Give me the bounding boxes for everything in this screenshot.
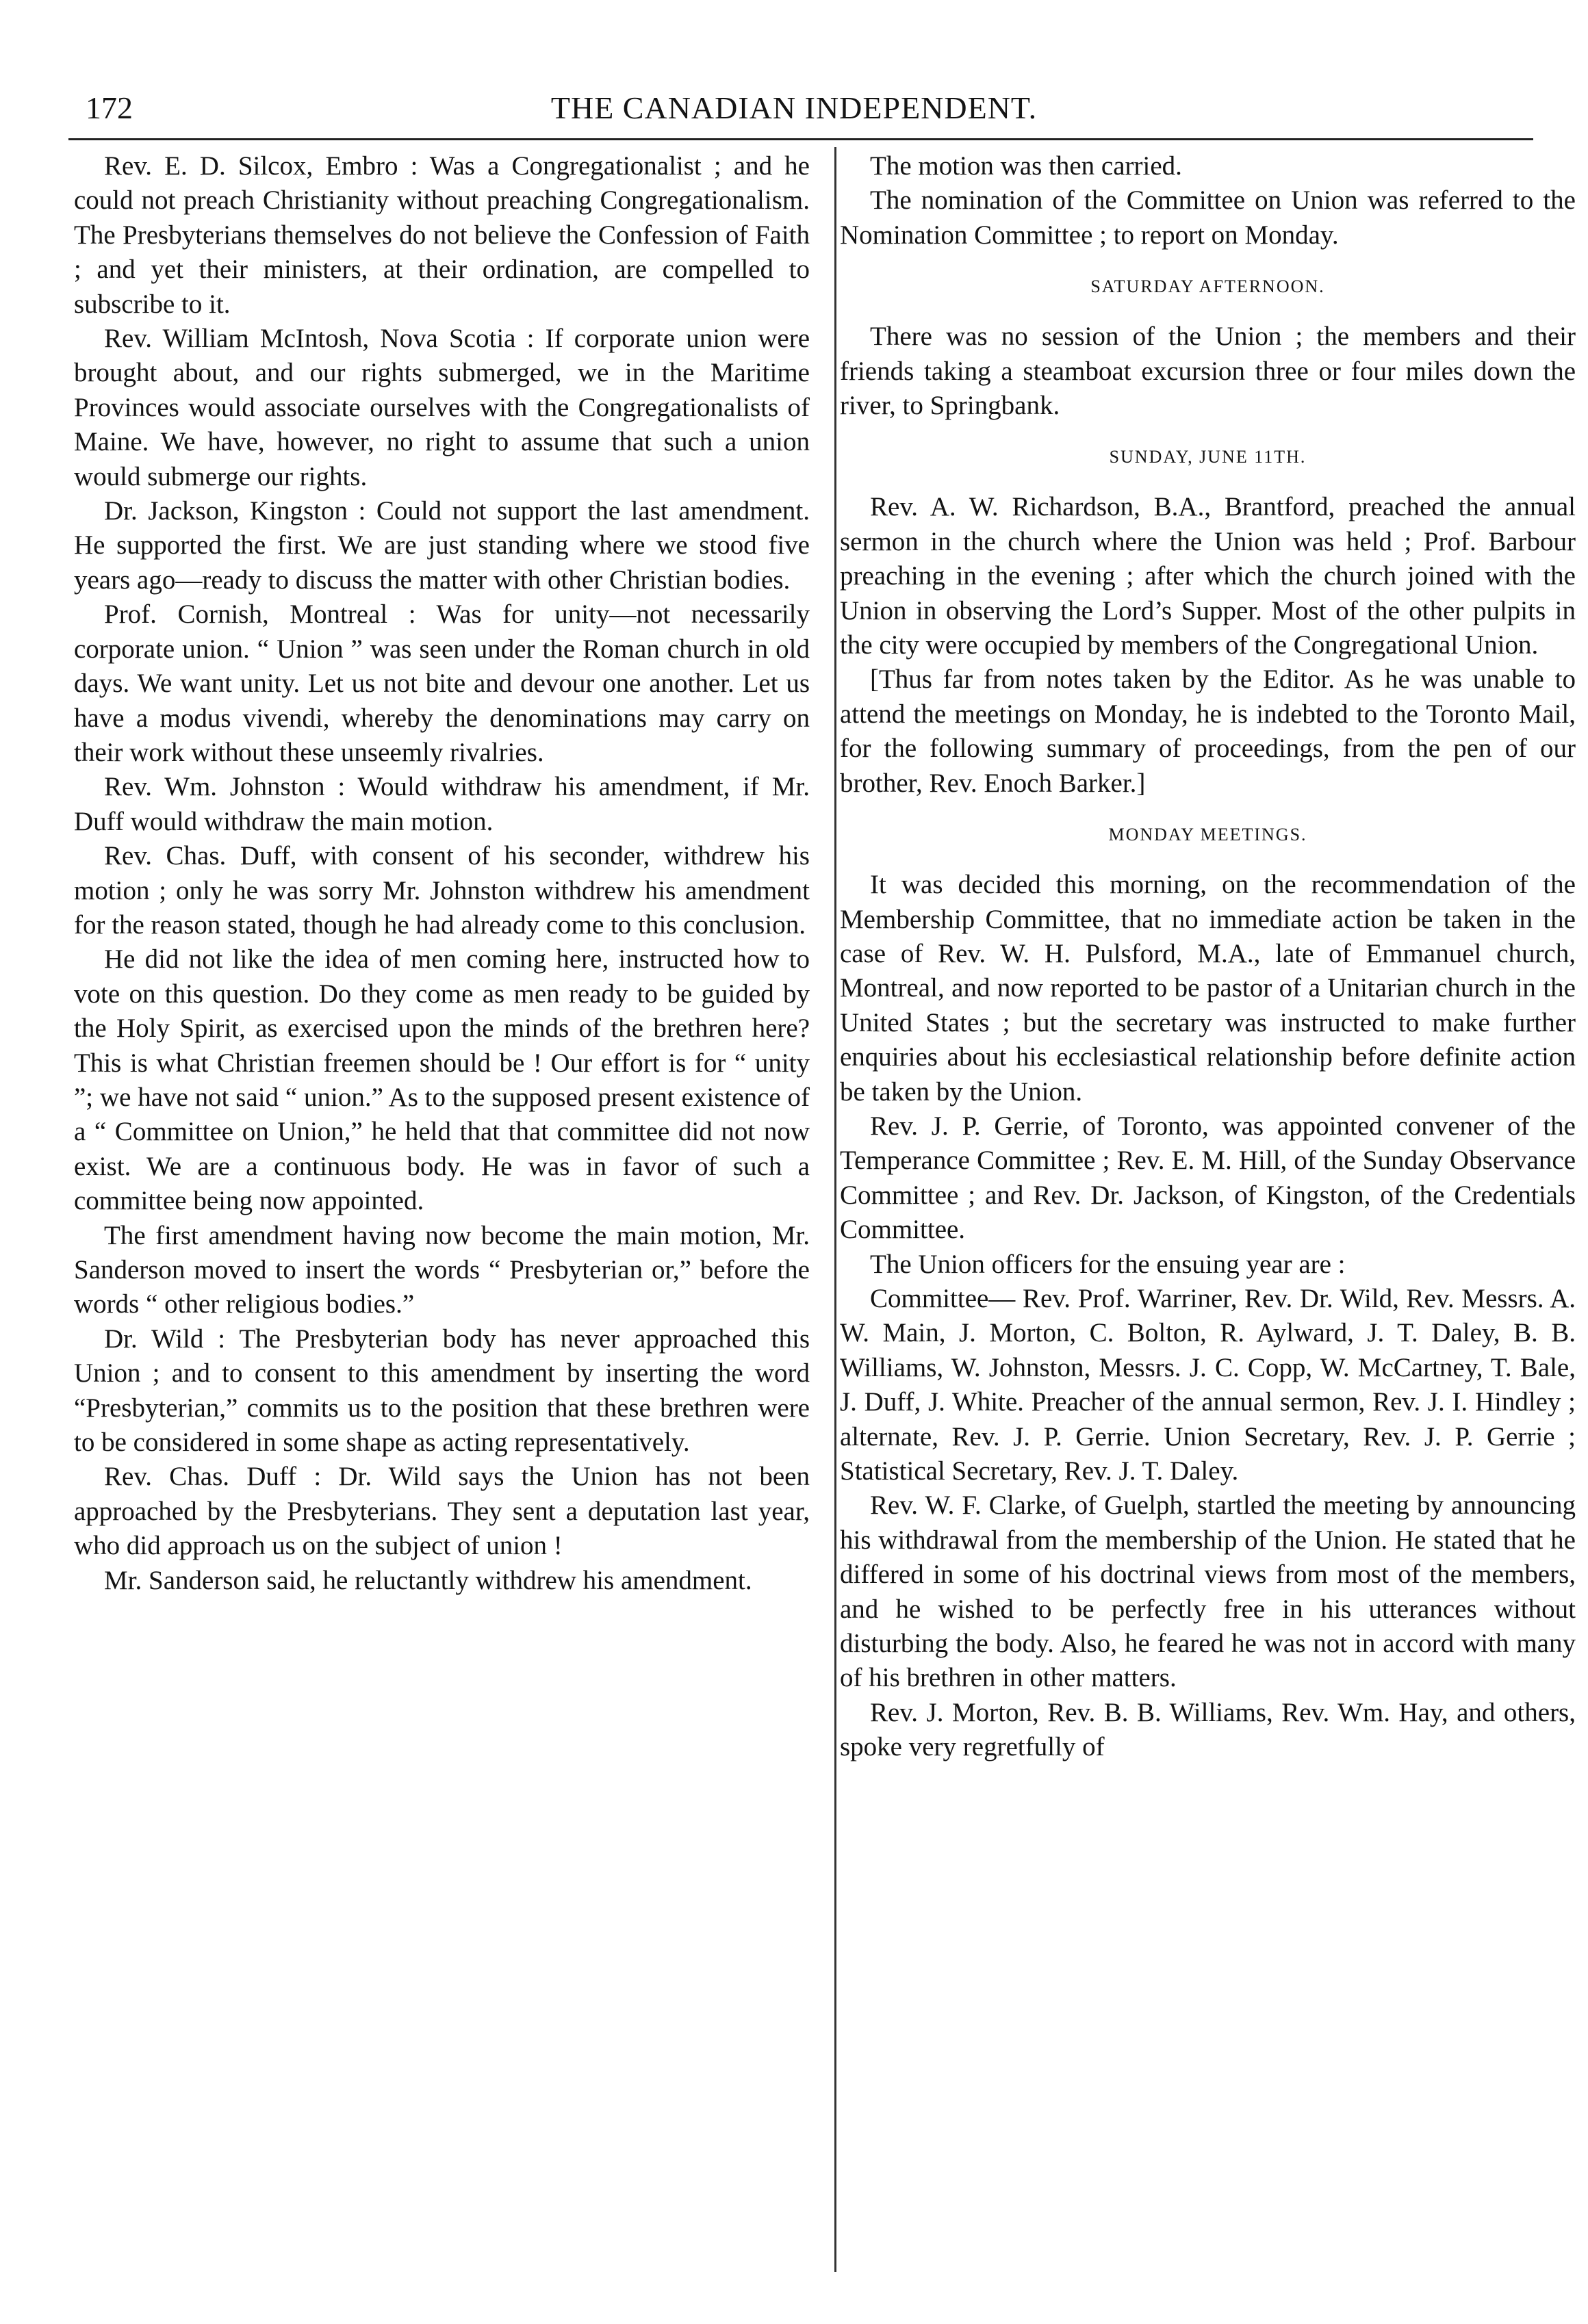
paragraph-johnston: Rev. Wm. Johnston : Would withdraw his amendment, if Mr. Duff would withdraw the main motion. — [74, 772, 810, 836]
paragraph-cornish: Prof. Cornish, Montreal : Was for unity—not necessarily corporate union. “ Union ” was seen under the Roman church in old days. We want unity. Let us not bite and devour one another. Let us have a modus vivendi, whereby the denominations may carry on their work without these unseemly rivalries. — [74, 599, 810, 767]
paragraph-duff-unity: He did not like the idea of men coming here, instructed how to vote on this question. Do they come as men ready to be guided by the Holy Spirit, as exercised upon the minds of the brethren here? This is what Christian freemen should be ! Our effort is for “ unity ”; we have not said “ union.” As to the supposed present existence of a “ Committee on Union,” he held that that committee did not now exist. We are a continuous body. He was in favor of such a committee being now appointed. — [74, 944, 810, 1216]
running-title: THE CANADIAN INDEPENDENT. — [550, 90, 1038, 125]
paragraph-clarke: Rev. W. F. Clarke, of Guelph, startled the meeting by announcing his withdrawal from the membership of the Union. He stated that he differed in some of his doctrinal views from most of the members, and he wished to be perfectly free in his utterances without disturbing the body. Also, he feared he was not in accord with many of his brethren in other matters. — [840, 1490, 1576, 1693]
page-number: 172 — [86, 90, 133, 125]
right-column — [840, 149, 1576, 1765]
section-heading-monday: MONDAY MEETINGS. — [1108, 825, 1307, 845]
left-column — [74, 149, 810, 1598]
section-heading-saturday: SATURDAY AFTERNOON. — [1090, 276, 1325, 297]
paragraph-nomination: The nomination of the Committee on Union was referred to the Nomination Committee ; to report on Monday. — [840, 185, 1576, 250]
paragraph-wild: Dr. Wild : The Presbyterian body has never approached this Union ; and to consent to this amendment by inserting the word “Presbyterian,” commits us to the position that these brethren were to be considered in some shape as acting representatively. — [74, 1324, 810, 1458]
header-rule — [68, 138, 1533, 140]
paragraph-mcintosh: Rev. William McIntosh, Nova Scotia : If corporate union were brought about, and our rights submerged, we in the Maritime Provinces would associate ourselves with the Congregationalists of Maine. We have, however, no right to assume that such a union would submerge our rights. — [74, 324, 810, 491]
paragraph-duff-withdrew: Rev. Chas. Duff, with consent of his seconder, withdrew his motion ; only he was sorry Mr. Johnston withdrew his amendment for the reason stated, though he had already come to this conclusion. — [74, 841, 810, 940]
paragraph-editor-note: [Thus far from notes taken by the Editor. As he was unable to attend the meetings on Monday, he is indebted to the Toronto Mail, for the following summary of proceedings, from the pen of our brother, Rev. Enoch Barker.] — [840, 664, 1576, 798]
paragraph-duff-deputation: Rev. Chas. Duff : Dr. Wild says the Union has not been approached by the Presbyterians. They sent a deputation last year, who did approach us on the subject of union ! — [74, 1462, 810, 1561]
paragraph-sanderson-withdrew: Mr. Sanderson said, he reluctantly withdrew his amendment. — [104, 1565, 752, 1595]
paragraph-conveners: Rev. J. P. Gerrie, of Toronto, was appointed convener of the Temperance Committee ; Rev. E. M. Hill, of the Sunday Observance Committee ; and Rev. Dr. Jackson, of Kingston, of the Credentials Committee. — [840, 1111, 1576, 1245]
paragraph-excursion: There was no session of the Union ; the members and their friends taking a steamboat excursion three or four miles down the river, to Springbank. — [840, 322, 1576, 421]
paragraph-membership: It was decided this morning, on the recommendation of the Membership Committee, that no immediate action be taken in the case of Rev. W. H. Pulsford, M.A., late of Emmanuel church, Montreal, and now reported to be pastor of a Unitarian church in the United States ; but the secretary was instructed to make further enquiries about his ecclesiastical relationship before definite action be taken by the Union. — [840, 870, 1576, 1107]
paragraph-motion-carried: The motion was then carried. — [870, 151, 1182, 181]
paragraph-morton: Rev. J. Morton, Rev. B. B. Williams, Rev. Wm. Hay, and others, spoke very regretfully of — [840, 1697, 1576, 1762]
paragraph-officers-intro: The Union officers for the ensuing year are : — [870, 1249, 1346, 1279]
section-heading-sunday: SUNDAY, JUNE 11TH. — [1109, 447, 1307, 467]
column-divider — [834, 147, 836, 2272]
paragraph-silcox: Rev. E. D. Silcox, Embro : Was a Congregationalist ; and he could not preach Christianity without preaching Congregationalism. The Presbyterians themselves do not believe the Confession of Faith ; and yet their ministers, at their ordination, are compelled to subscribe to it. — [74, 151, 810, 319]
paragraph-sermon: Rev. A. W. Richardson, B.A., Brantford, preached the annual sermon in the church where the Union was held ; Prof. Barbour preaching in the evening ; after which the church joined with the Union in observing the Lord’s Supper. Most of the other pulpits in the city were occupied by members of the Congregational Union. — [840, 492, 1576, 660]
paragraph-jackson: Dr. Jackson, Kingston : Could not support the last amendment. He supported the first. We are just standing where we stood five years ago—ready to discuss the matter with other Christian bodies. — [74, 496, 810, 595]
page-header — [68, 81, 1520, 135]
paragraph-sanderson-amendment: The first amendment having now become the main motion, Mr. Sanderson moved to insert the words “ Presbyterian or,” before the words “ other religious bodies.” — [74, 1220, 810, 1319]
paragraph-committee-list: Committee— Rev. Prof. Warriner, Rev. Dr. Wild, Rev. Messrs. A. W. Main, J. Morton, C. Bolton, R. Aylward, J. T. Daley, B. B. Williams, W. Johnston, Messrs. J. C. Copp, W. McCartney, T. Bale, J. Duff, J. White. Preacher of the annual sermon, Rev. J. I. Hindley ; alternate, Rev. J. P. Gerrie. Union Secretary, Rev. J. P. Gerrie ; Statistical Secretary, Rev. J. T. Daley. — [840, 1283, 1576, 1486]
